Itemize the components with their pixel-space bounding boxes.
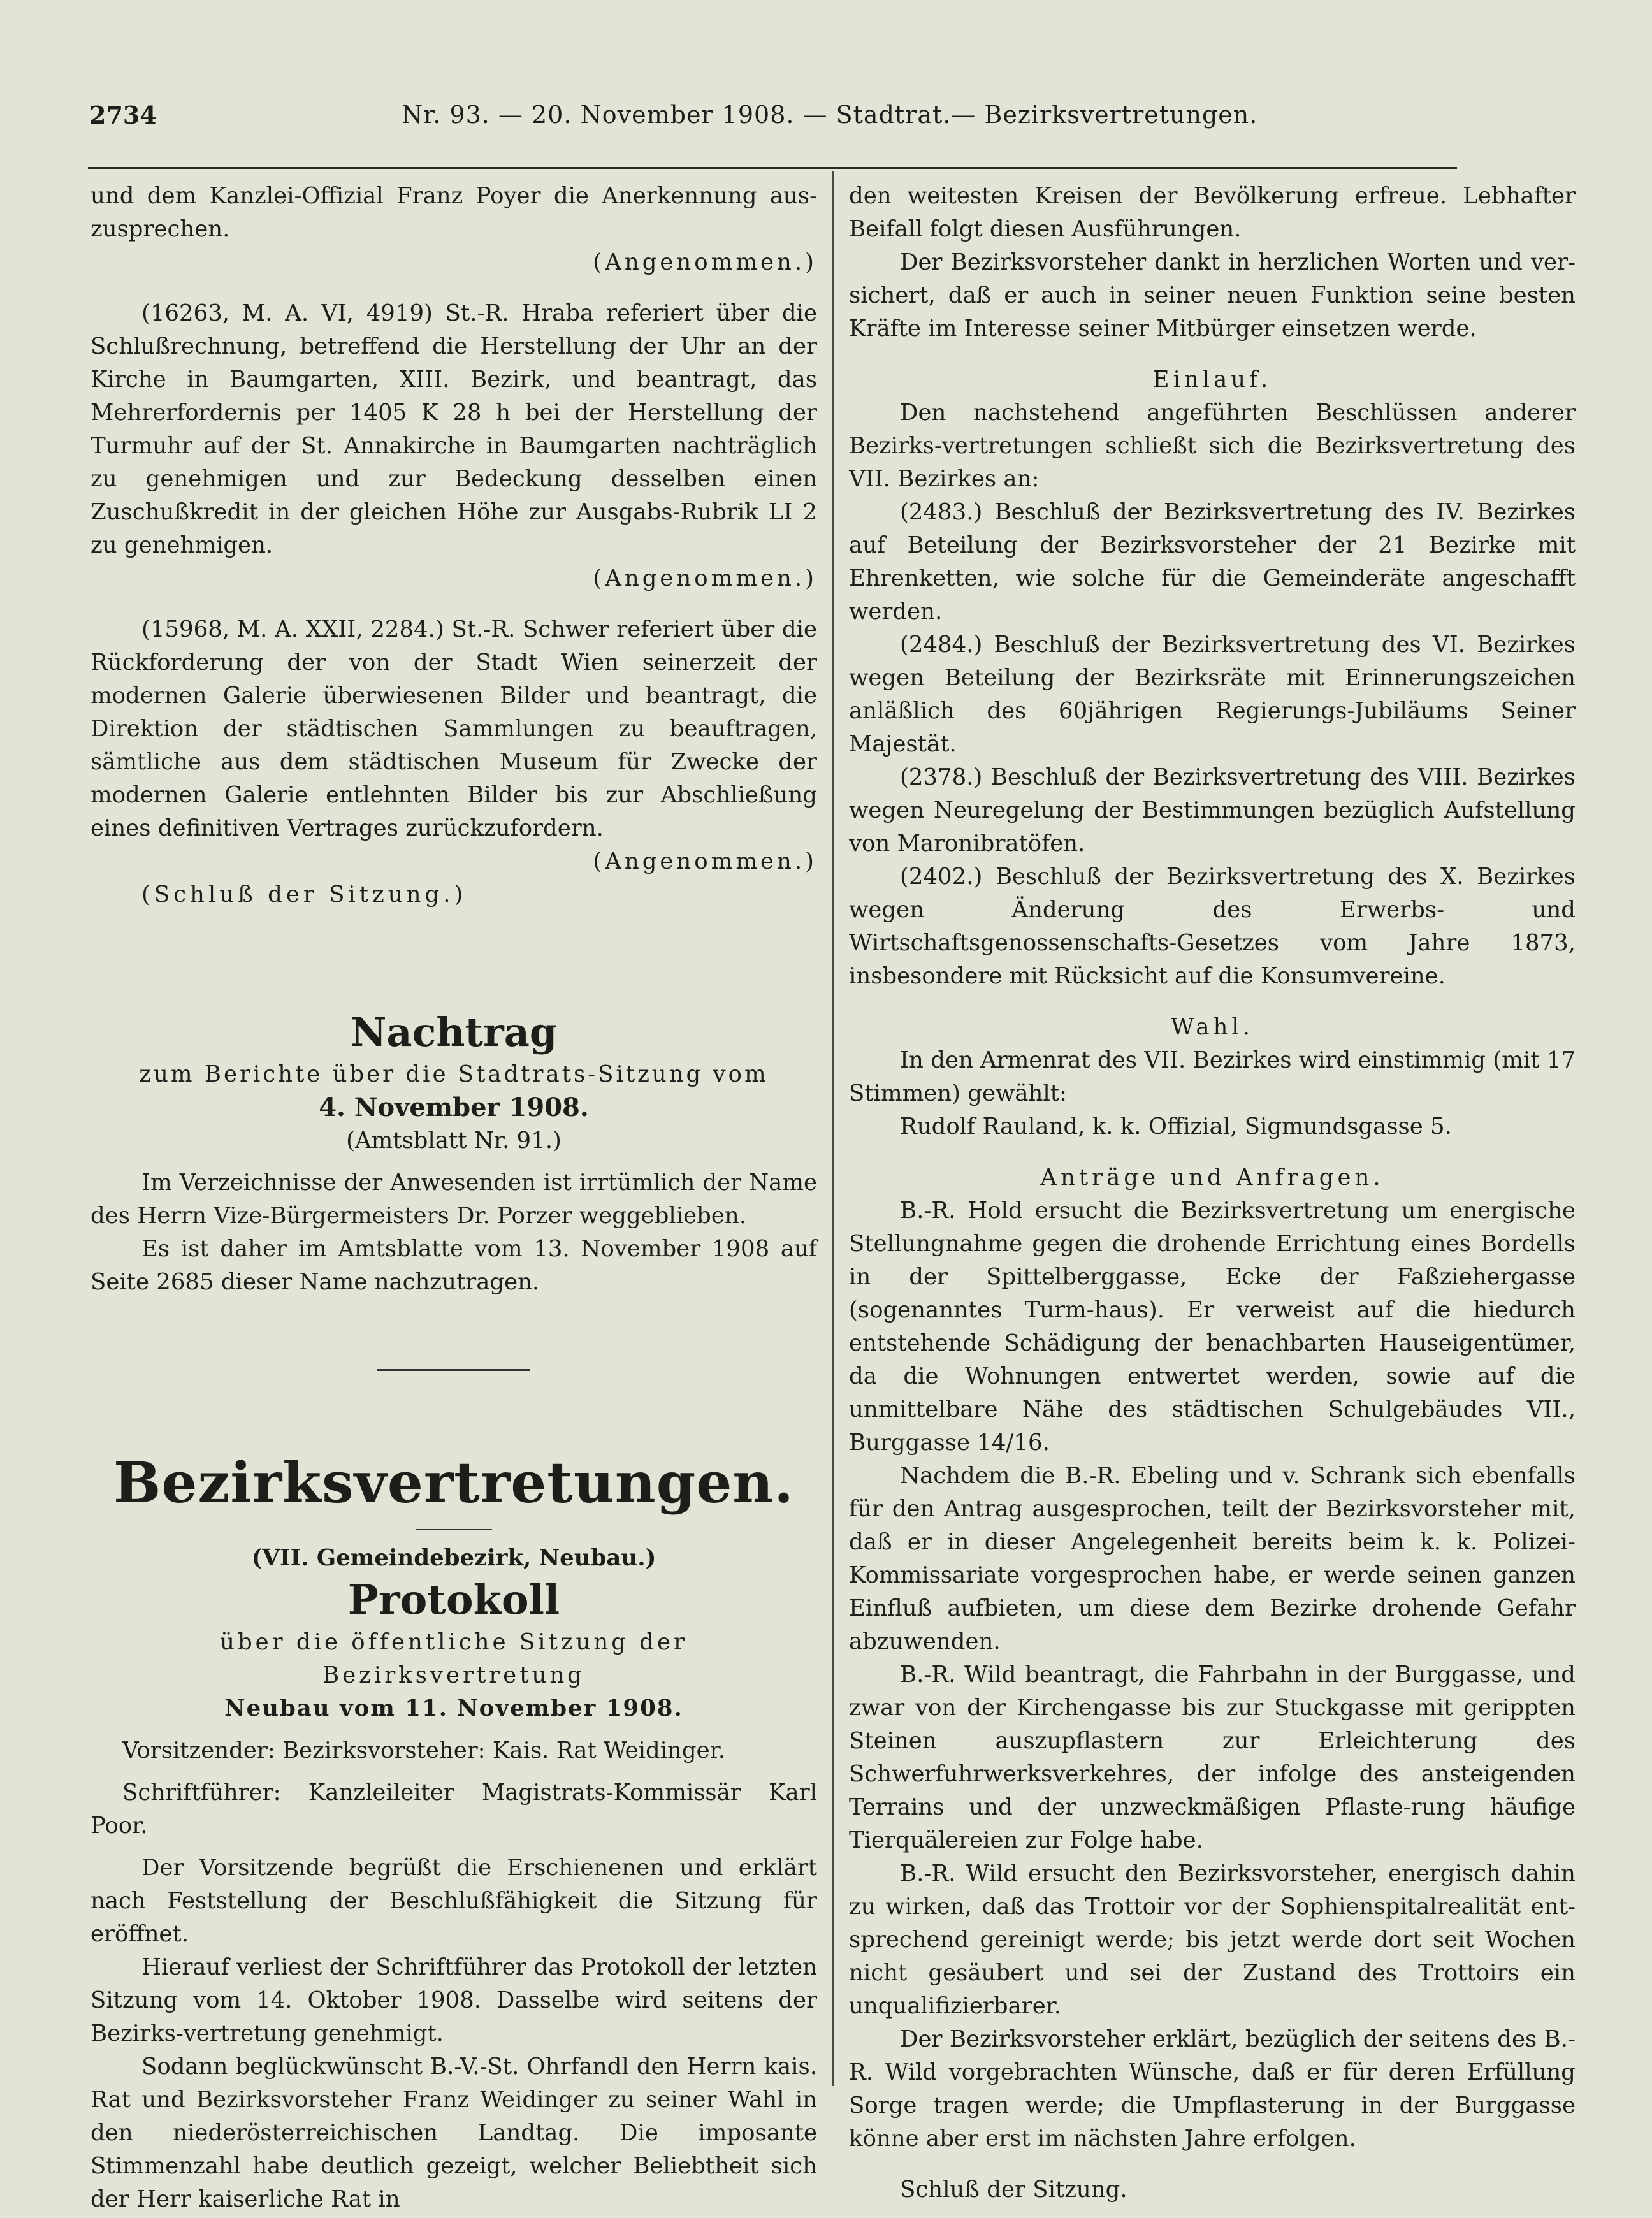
section-title-antraege: Anträge und Anfragen.	[1040, 1164, 1384, 1191]
resolution-result: (Angenommen.)	[593, 848, 817, 874]
paragraph: Den nachstehend angeführten Beschlüssen anderer Bezirks-vertretungen schließt sich die Bezirksvertretung des VII. Bezirkes an:	[849, 400, 1576, 492]
protokoll-heading: Protokoll	[347, 1576, 560, 1624]
session-closing: Schluß der Sitzung.	[900, 2177, 1127, 2203]
resolution-result: (Angenommen.)	[593, 249, 817, 275]
nachtrag-date: 4. November 1908.	[319, 1092, 589, 1122]
paragraph: (2483.) Beschluß der Bezirksvertretung des IV. Bezirkes auf Beteilung der Bezirksvorsteher der 21 Bezirke mit Ehrenketten, wie solche für die Gemeinderäte angeschafft werden.	[849, 499, 1576, 625]
paragraph: B.-R. Wild beantragt, die Fahrbahn in der Burggasse, und zwar von der Kirchengasse bis zur Stuckgasse mit gerippten Steinen auszupflastern zur Erleichterung des Schwerfuhrwerksverkehres, der infolge des ansteigenden Terrains und der unzweckmäßigen Pflaste-rung häufige Tierquälereien zur Folge habe.	[849, 1662, 1576, 1853]
paragraph: Im Verzeichnisse der Anwesenden ist irrtümlich der Name des Herrn Vize-Bürgermeisters Dr. Porzer weggeblieben.	[91, 1170, 817, 1229]
session-end: (Schluß der Sitzung.)	[141, 881, 467, 908]
section-title-einlauf: Einlauf.	[1152, 366, 1272, 393]
district-heading: (VII. Gemeindebezirk, Neubau.)	[251, 1545, 656, 1571]
paragraph: Rudolf Rauland, k. k. Offizial, Sigmundsgasse 5.	[900, 1113, 1452, 1140]
paragraph: Der Bezirksvorsteher erklärt, bezüglich der seitens des B.-R. Wild vorgebrachten Wünsche, daß er für deren Erfüllung Sorge tragen werde; die Umpflasterung in der Burggasse könne aber erst im nächsten Jahre erfolgen.	[849, 2026, 1576, 2152]
page-number: 2734	[89, 101, 157, 129]
page-header	[89, 96, 1258, 134]
paragraph: und dem Kanzlei-Offizial Franz Poyer die Anerkennung aus-zusprechen.	[91, 183, 817, 242]
paragraph: Es ist daher im Amtsblatte vom 13. November 1908 auf Seite 2685 dieser Name nachzutragen.	[91, 1236, 817, 1295]
paragraph: den weitesten Kreisen der Bevölkerung erfreue. Lebhafter Beifall folgt diesen Ausführungen.	[849, 183, 1576, 242]
paragraph: B.-R. Hold ersucht die Bezirksvertretung um energische Stellungnahme gegen die drohende Errichtung eines Bordells in der Spittelberggasse, Ecke der Faßziehergasse (sogenanntes Turm-haus). Er verweist auf die hiedurch entstehende Schädigung der benachbarten Hauseigentümer, da die Wohnungen entwertet werden, sowie auf die unmittelbare Nähe des städtischen Schulgebäudes VII., Burggasse 14/16.	[849, 1198, 1576, 1456]
chair-line: Vorsitzender: Bezirksvorsteher: Kais. Rat Weidinger.	[122, 1737, 725, 1764]
paragraph: Der Vorsitzende begrüßt die Erschienenen und erklärt nach Feststellung der Beschlußfähigkeit die Sitzung für eröffnet.	[91, 1855, 817, 1947]
paragraph: (2402.) Beschluß der Bezirksvertretung des X. Bezirkes wegen Änderung des Erwerbs- und Wirtschaftsgenossenschafts-Gesetzes vom Jahre 1873, insbesondere mit Rücksicht auf die Konsumvereine.	[849, 864, 1576, 989]
paragraph: (2484.) Beschluß der Bezirksvertretung des VI. Bezirkes wegen Beteilung der Bezirksräte mit Erinnerungszeichen anläßlich des 60jährigen Regierungs-Jubiläums Seiner Majestät.	[849, 632, 1576, 757]
paragraph: Nachdem die B.-R. Ebeling und v. Schrank sich ebenfalls für den Antrag ausgesprochen, teilt der Bezirksvorsteher mit, daß er in dieser Angelegenheit bereits beim k. k. Polizei-Kommissariate vorgesprochen habe, er werde seinen ganzen Einfluß aufbieten, um diese dem Bezirke drohende Gefahr abzuwenden.	[849, 1463, 1576, 1655]
nachtrag-heading: Nachtrag	[350, 1009, 558, 1055]
column-divider	[832, 171, 834, 2086]
header-rule	[88, 167, 1457, 169]
protokoll-subtitle: über die öffentliche Sitzung der Bezirksvertretung	[220, 1629, 688, 1688]
section-title-wahl: Wahl.	[1170, 1014, 1254, 1040]
short-rule	[416, 1529, 492, 1530]
paragraph: Der Bezirksvorsteher dankt in herzlichen Worten und ver-sichert, daß er auch in seiner neuen Funktion seine besten Kräfte im Interesse seiner Mitbürger einsetzen werde.	[849, 249, 1576, 342]
paragraph: (16263, M. A. VI, 4919) St.-R. Hraba referiert über die Schlußrechnung, betreffend die Herstellung der Uhr an der Kirche in Baumgarten, XIII. Bezirk, und beantragt, das Mehrerfordernis per 1405 K 28 h bei der Herstellung der Turmuhr auf der St. Annakirche in Baumgarten nachträglich zu genehmigen und zur Bedeckung desselben einen Zuschußkredit in der gleichen Höhe zur Ausgabs-Rubrik LI 2 zu genehmigen.	[91, 300, 817, 558]
paragraph: In den Armenrat des VII. Bezirkes wird einstimmig (mit 17 Stimmen) gewählt:	[849, 1047, 1576, 1106]
paragraph: B.-R. Wild ersucht den Bezirksvorsteher, energisch dahin zu wirken, daß das Trottoir vor der Sophienspitalrealität ent-sprechend gereinigt werde; bis jetzt werde dort seit Wochen nicht gesäubert und sei der Zustand des Trottoirs ein unqualifizierbarer.	[849, 1860, 1576, 2019]
paragraph: (2378.) Beschluß der Bezirksvertretung des VIII. Bezirkes wegen Neuregelung der Bestimmungen bezüglich Aufstellung von Maronibratöfen.	[849, 764, 1576, 857]
nachtrag-subtitle: zum Berichte über die Stadtrats-Sitzung vom	[139, 1061, 769, 1087]
section-heading: Bezirksvertretungen.	[113, 1449, 794, 1516]
secretary-line: Schriftführer: Kanzleileiter Magistrats-Kommissär Karl Poor.	[91, 1779, 817, 1839]
left-column	[91, 180, 817, 2216]
paragraph: Hierauf verliest der Schriftführer das Protokoll der letzten Sitzung vom 14. Oktober 1908. Dasselbe wird seitens der Bezirks-vertretung genehmigt.	[91, 1954, 817, 2047]
right-column	[849, 180, 1576, 2207]
paragraph: Sodann beglückwünscht B.-V.-St. Ohrfandl den Herrn kais. Rat und Bezirksvorsteher Franz Weidinger zu seiner Wahl in den niederösterreichischen Landtag. Die imposante Stimmenzahl habe deutlich gezeigt, welcher Beliebtheit sich der Herr kaiserliche Rat in	[91, 2054, 817, 2212]
running-head: Nr. 93. — 20. November 1908. — Stadtrat.— Bezirksvertretungen.	[402, 101, 1258, 129]
resolution-result: (Angenommen.)	[593, 565, 817, 591]
nachtrag-reference: (Amtsblatt Nr. 91.)	[346, 1127, 562, 1154]
protokoll-date: Neubau vom 11. November 1908.	[224, 1695, 683, 1721]
paragraph: (15968, M. A. XXII, 2284.) St.-R. Schwer referiert über die Rückforderung der von der Stadt Wien seinerzeit der modernen Galerie überwiesenen Bilder und beantragt, die Direktion der städtischen Sammlungen zu beauftragen, sämtliche aus dem städtischen Museum für Zwecke der modernen Galerie entlehnten Bilder bis zur Abschließung eines definitiven Vertrages zurückzufordern.	[91, 616, 817, 841]
